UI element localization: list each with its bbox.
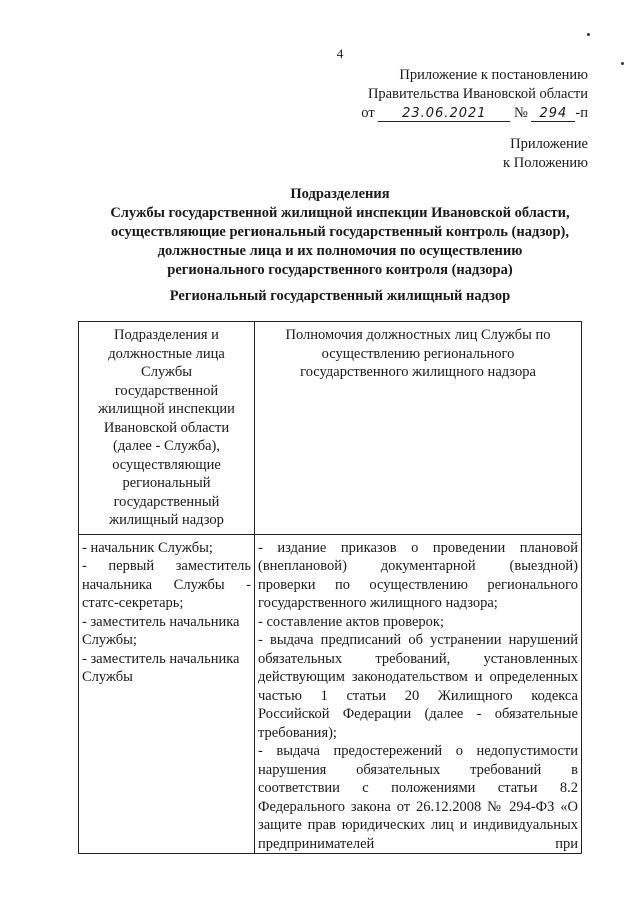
handwritten-date: 23.06.2021 xyxy=(378,107,510,122)
section-subtitle: Региональный государственный жилищный надзор xyxy=(169,288,511,304)
power-item: - выдача предостережений о недопустимости нарушения обязательных требований в соответствии с положениями статьи 8.2 Федерального закона от 26.12.2008 № 294-ФЗ «О защите прав юридических лиц и индивидуальных предпринимателей при xyxy=(258,743,578,852)
number-prefix: № xyxy=(513,105,528,121)
power-item: - выдача предписаний об устранении нарушений обязательных требований, установленных действующим законодательством и определенных частью 1 статьи 20 Жилищного кодекса Российской Федерации (далее - обязательные требования); xyxy=(258,632,578,741)
officials-cell xyxy=(79,534,255,854)
document-title xyxy=(40,185,640,280)
title-line4: должностные лица и их полномочия по осуществлению xyxy=(157,243,523,259)
official-item: - начальник Службы; xyxy=(82,539,213,556)
header-cell-powers: Полномочия должностных лиц Службы по осуществлению регионального государственного жилищного надзора xyxy=(255,322,582,535)
title-line2: Службы государственной жилищной инспекции Ивановской области, xyxy=(110,205,570,221)
scan-speck xyxy=(587,33,590,36)
official-item: - заместитель начальника Службы xyxy=(82,650,240,685)
handwritten-number: 294 xyxy=(531,107,575,122)
date-prefix: от xyxy=(361,105,375,121)
table-row xyxy=(79,534,582,854)
power-item: - издание приказов о проведении плановой (внеплановой) документарной (выездной) проверки по осуществлению регионального государственного жилищного надзора; xyxy=(258,539,578,611)
appendix-date-line xyxy=(361,104,588,123)
number-suffix: -п xyxy=(575,105,588,121)
official-item: - первый заместитель начальника Службы - статс-секретарь; xyxy=(82,558,251,611)
appendix-sub-line2: к Положению xyxy=(503,155,588,171)
table-header-row xyxy=(79,322,582,535)
authority-table xyxy=(78,321,582,854)
title-line5: регионального государственного контроля (надзора) xyxy=(167,262,513,278)
power-item: - составление актов проверок; xyxy=(258,613,444,630)
appendix-header xyxy=(361,66,588,123)
page-number: 4 xyxy=(336,46,344,61)
powers-cell xyxy=(255,534,582,854)
appendix-header-line1: Приложение к постановлению xyxy=(399,67,588,83)
appendix-sub-line1: Приложение xyxy=(510,136,588,152)
scan-speck xyxy=(621,62,624,65)
title-line1: Подразделения xyxy=(290,186,390,202)
official-item: - заместитель начальника Службы; xyxy=(82,613,240,648)
header-cell-departments: Подразделения и должностные лица Службы государственной жилищной инспекции Ивановской области (далее - Служба), осуществляющие региональный государственный жилищный надзор xyxy=(79,322,255,535)
appendix-header-line2: Правительства Ивановской области xyxy=(367,86,588,102)
appendix-sub xyxy=(503,135,588,173)
title-line3: осуществляющие региональный государственный контроль (надзор), xyxy=(110,224,569,240)
